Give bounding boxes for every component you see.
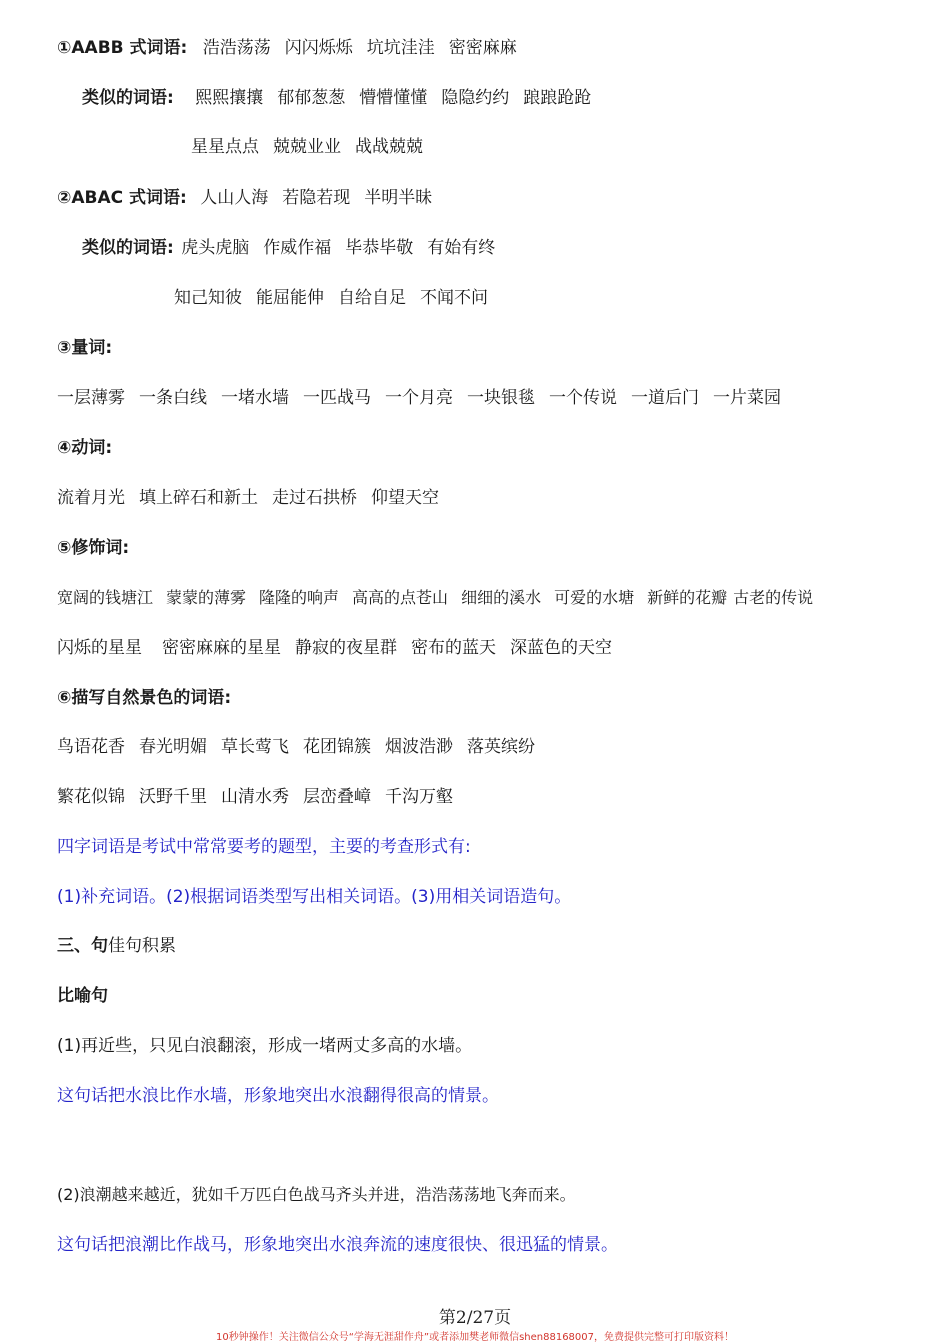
word: 高高的点苍山 (352, 588, 449, 607)
word: 自给自足 (338, 288, 406, 308)
word: 隐隐约约 (441, 88, 510, 108)
nature-words-row (57, 735, 535, 759)
word: 半明半昧 (364, 188, 433, 208)
word: 虎头虎脑 (181, 238, 250, 258)
word: 静寂的夜星群 (295, 638, 397, 658)
word: 闪闪烁烁 (284, 38, 353, 58)
word: 草长莺飞 (221, 737, 289, 757)
aabb-similar-row-2 (191, 135, 423, 159)
word: 密密麻麻 (448, 38, 517, 58)
page-number: 第2/27页 (438, 1308, 512, 1328)
abac-similar-row-2 (174, 286, 488, 310)
word: 隆隆的响声 (259, 588, 340, 607)
footer-note: 10秒钟操作！关注微信公众号“学海无涯甜作舟”或者添加樊老师微信shen88168007，免费提供完整可打印版资料！ (215, 1332, 735, 1343)
word: 闪烁的星星 (57, 638, 142, 658)
word: 山清水秀 (221, 787, 289, 807)
word: 沃野千里 (139, 787, 207, 807)
word: 人山人海 (200, 188, 269, 208)
aabb-title: ①AABB 式词语: (57, 38, 188, 58)
word: 仰望天空 (371, 488, 439, 508)
metaphor-note-1: 这句话把水浪比作水墙，形象地突出水浪翻得很高的情景。 (57, 1086, 499, 1106)
modifiers-title: ⑤修饰词: (57, 538, 130, 558)
word: 流着月光 (57, 488, 125, 508)
word: 密密麻麻的星星 (162, 638, 281, 658)
nature-words-row-2 (57, 785, 453, 809)
measure-words-title: ③量词: (57, 338, 113, 358)
word: 若隐若现 (282, 188, 351, 208)
verbs-row (57, 486, 439, 510)
word: 懵懵懂懂 (359, 88, 428, 108)
word: 细细的溪水 (461, 588, 542, 607)
metaphor-note-2: 这句话把浪潮比作战马，形象地突出水浪奔流的速度很快、很迅猛的情景。 (57, 1235, 618, 1255)
word: 郁郁葱葱 (277, 88, 346, 108)
verbs-title: ④动词: (57, 438, 113, 458)
word: 古老的传说 (733, 588, 814, 607)
word: 一道后门 (631, 388, 699, 408)
similar-label: 类似的词语: (82, 238, 174, 258)
word: 深蓝色的天空 (510, 638, 612, 658)
similar-label: 类似的词语: (82, 88, 174, 108)
word: 作威作福 (263, 238, 332, 258)
aabb-similar-row (82, 86, 591, 110)
word: 宽阔的钱塘江 (57, 588, 154, 607)
word: 填上碎石和新土 (139, 488, 258, 508)
word: 蒙蒙的薄雾 (166, 588, 247, 607)
word: 一个月亮 (385, 388, 453, 408)
word: 有始有终 (427, 238, 496, 258)
modifiers-row (57, 586, 813, 610)
section-heading (57, 934, 176, 958)
word: 知己知彼 (174, 288, 242, 308)
word: 星星点点 (191, 137, 259, 157)
word: 密布的蓝天 (411, 638, 496, 658)
word: 一片菜园 (713, 388, 781, 408)
section-prefix: 三、句 (57, 936, 108, 956)
tip-line-1: 四字词语是考试中常常要考的题型，主要的考查形式有: (57, 837, 471, 857)
word: 熙熙攘攘 (195, 88, 264, 108)
metaphor-title: 比喻句 (57, 986, 108, 1006)
word: 兢兢业业 (273, 137, 341, 157)
word: 落英缤纷 (467, 737, 535, 757)
metaphor-sentence-2: (2)浪潮越来越近，犹如千万匹白色战马齐头并进，浩浩荡荡地飞奔而来。 (57, 1185, 576, 1204)
word: 层峦叠嶂 (303, 787, 371, 807)
word: 能屈能伸 (256, 288, 324, 308)
word: 可爱的水塘 (554, 588, 635, 607)
word: 战战兢兢 (355, 137, 423, 157)
word: 不闻不问 (420, 288, 488, 308)
word: 一匹战马 (303, 388, 371, 408)
word: 毕恭毕敬 (345, 238, 414, 258)
metaphor-sentence-1: (1)再近些，只见白浪翻滚，形成一堵两丈多高的水墙。 (57, 1036, 473, 1056)
word: 走过石拱桥 (272, 488, 357, 508)
word: 一条白线 (139, 388, 207, 408)
nature-words-title: ⑥描写自然景色的词语: (57, 688, 232, 708)
measure-words-row (57, 386, 781, 410)
word: 一堵水墙 (221, 388, 289, 408)
word: 千沟万壑 (385, 787, 453, 807)
word: 春光明媚 (139, 737, 207, 757)
word: 烟波浩渺 (385, 737, 453, 757)
word: 繁花似锦 (57, 787, 125, 807)
modifiers-row-2 (57, 636, 612, 660)
word: 踉踉跄跄 (523, 88, 592, 108)
word: 一个传说 (549, 388, 617, 408)
tip-line-2: (1)补充词语。(2)根据词语类型写出相关词语。(3)用相关词语造句。 (57, 887, 572, 907)
section-rest: 佳句积累 (108, 936, 176, 956)
abac-similar-row (82, 236, 495, 260)
word: 花团锦簇 (303, 737, 371, 757)
word: 一层薄雾 (57, 388, 125, 408)
word: 坑坑洼洼 (366, 38, 435, 58)
word: 鸟语花香 (57, 737, 125, 757)
abac-title: ②ABAC 式词语: (57, 188, 187, 208)
word: 新鲜的花瓣 (647, 588, 728, 607)
word: 一块银毯 (467, 388, 535, 408)
abac-row (57, 186, 432, 210)
aabb-row (57, 36, 517, 60)
word: 浩浩荡荡 (202, 38, 271, 58)
